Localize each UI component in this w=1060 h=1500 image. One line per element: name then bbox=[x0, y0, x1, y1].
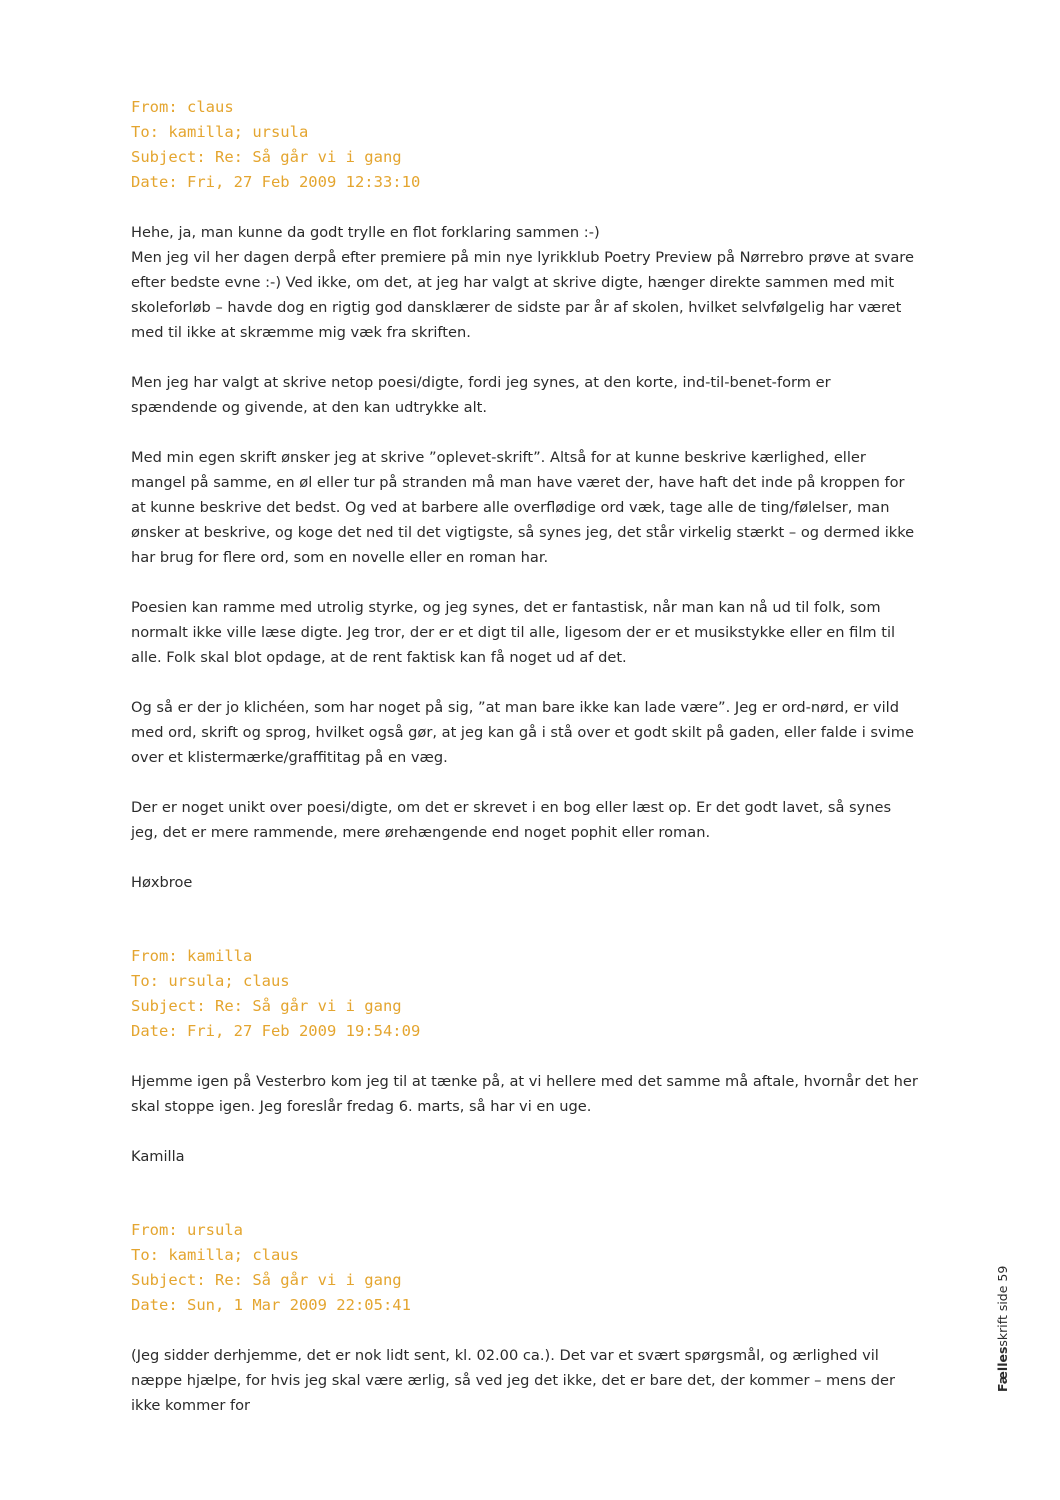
email-paragraph: Med min egen skrift ønsker jeg at skrive ”oplevet-skrift”. Altså for at kunne beskrive kærlighed, eller mangel på samme, en øl eller tur på stranden må man have været der, have haft det inde på kroppen for at kunne beskrive det bedst. Og ved at barbere alle overflødige ord væk, tage alle de ting/følelser, man ønsker at beskrive, og koge det ned til det vigtigste, så synes jeg, det står virkelig stærkt – og dermed ikke har brug for flere ord, som en novelle eller en roman har. bbox=[131, 449, 915, 566]
email-from: From: kamilla bbox=[131, 947, 253, 965]
email-to: To: ursula; claus bbox=[131, 972, 290, 990]
footer-brand-bold: Fælles bbox=[995, 1346, 1010, 1392]
email-header bbox=[131, 95, 921, 195]
email-message bbox=[131, 95, 921, 895]
email-paragraph: Men jeg har valgt at skrive netop poesi/digte, fordi jeg synes, at den korte, ind-til-benet-form er spændende og givende, at den kan udtrykke alt. bbox=[131, 374, 831, 416]
email-date: Date: Fri, 27 Feb 2009 19:54:09 bbox=[131, 1022, 421, 1040]
email-to: To: kamilla; claus bbox=[131, 1246, 299, 1264]
page-footer bbox=[995, 1266, 1010, 1392]
email-paragraph: Der er noget unikt over poesi/digte, om det er skrevet i en bog eller læst op. Er det godt lavet, så synes jeg, det er mere rammende, mere ørehængende end noget pophit eller roman. bbox=[131, 799, 892, 841]
email-message bbox=[131, 944, 921, 1169]
email-from: From: claus bbox=[131, 98, 234, 116]
email-signature: Kamilla bbox=[131, 1148, 185, 1165]
footer-page-label: skrift side 59 bbox=[995, 1265, 1010, 1347]
email-subject: Subject: Re: Så går vi i gang bbox=[131, 1271, 402, 1289]
email-separator bbox=[131, 895, 921, 944]
email-signature: Høxbroe bbox=[131, 874, 193, 891]
email-separator bbox=[131, 1169, 921, 1218]
page-content bbox=[131, 95, 921, 1443]
email-subject: Subject: Re: Så går vi i gang bbox=[131, 148, 402, 166]
email-paragraph: Hehe, ja, man kunne da godt trylle en flot forklaring sammen :-) Men jeg vil her dagen derpå efter premiere på min nye lyrikklub Poetry Preview på Nørrebro prøve at svare efter bedste evne :-) Ved ikke, om det, at jeg har valgt at skrive digte, hænger direkte sammen med mit skoleforløb – havde dog en rigtig god dansklærer de sidste par år af skolen, hvilket selvfølgelig har været med til ikke at skræmme mig væk fra skriften. bbox=[131, 224, 914, 341]
email-date: Date: Fri, 27 Feb 2009 12:33:10 bbox=[131, 173, 421, 191]
email-paragraph: (Jeg sidder derhjemme, det er nok lidt sent, kl. 02.00 ca.). Det var et svært spørgsmål, og ærlighed vil næppe hjælpe, for hvis jeg skal være ærlig, så ved jeg det ikke, det er bare det, der kommer – mens der ikke kommer for bbox=[131, 1347, 895, 1414]
email-date: Date: Sun, 1 Mar 2009 22:05:41 bbox=[131, 1296, 411, 1314]
email-header bbox=[131, 1218, 921, 1318]
email-paragraph: Hjemme igen på Vesterbro kom jeg til at tænke på, at vi hellere med det samme må aftale, hvornår det her skal stoppe igen. Jeg foreslår fredag 6. marts, så har vi en uge. bbox=[131, 1073, 918, 1115]
email-header bbox=[131, 944, 921, 1044]
email-to: To: kamilla; ursula bbox=[131, 123, 309, 141]
email-paragraph: Og så er der jo klichéen, som har noget på sig, ”at man bare ikke kan lade være”. Jeg er ord-nørd, er vild med ord, skrift og sprog, hvilket også gør, at jeg kan gå i stå over et godt skilt på gaden, eller falde i svime over et klistermærke/graffititag på en væg. bbox=[131, 699, 914, 766]
email-from: From: ursula bbox=[131, 1221, 243, 1239]
email-paragraph: Poesien kan ramme med utrolig styrke, og jeg synes, det er fantastisk, når man kan nå ud til folk, som normalt ikke ville læse digte. Jeg tror, der er et digt til alle, ligesom der er et musikstykke eller en film til alle. Folk skal blot opdage, at de rent faktisk kan få noget ud af det. bbox=[131, 599, 896, 666]
email-message bbox=[131, 1218, 921, 1418]
email-subject: Subject: Re: Så går vi i gang bbox=[131, 997, 402, 1015]
